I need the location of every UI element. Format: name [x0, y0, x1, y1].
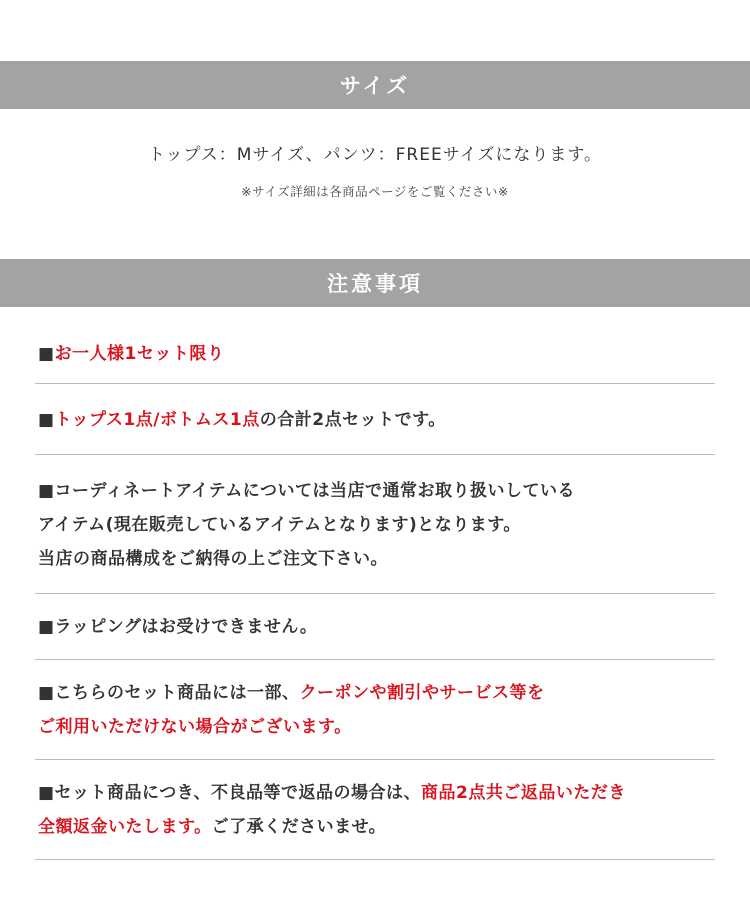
size-main-text: トップス：Mサイズ、パンツ：FREEサイズになります。: [148, 145, 602, 165]
note-text-red: クーポンや割引やサービス等を: [299, 683, 545, 703]
note-line: [38, 776, 715, 810]
note-text: 当店の商品構成をご納得の上ご注文下さい。: [38, 549, 388, 569]
note-line: [38, 676, 715, 710]
note-line: [38, 810, 715, 844]
note-text-red: 全額返金いたします。: [38, 817, 212, 837]
note-text-red: トップス1点/ボトムス1点: [54, 410, 260, 430]
note-text-red: お一人様1セット限り: [54, 344, 225, 364]
note-item-4: [35, 594, 715, 660]
note-text: ■: [38, 344, 55, 364]
note-text: ■こちらのセット商品には一部、: [38, 683, 300, 703]
size-section-title: サイズ: [339, 74, 411, 98]
note-text: ■ラッピングはお受けできません。: [38, 617, 318, 637]
note-line: [38, 337, 715, 371]
note-item-1: [35, 310, 715, 384]
note-text: ■セット商品につき、不良品等で返品の場合は、: [38, 783, 422, 803]
note-line: [38, 542, 715, 576]
note-text: ご了承くださいませ。: [211, 817, 387, 837]
note-text: ■: [38, 410, 55, 430]
size-section-header: [0, 61, 750, 109]
note-line: [38, 474, 715, 508]
note-item-5: [35, 660, 715, 760]
notes-section-title: 注意事項: [327, 272, 423, 296]
note-text-red: ご利用いただけない場合がございます。: [38, 717, 352, 737]
note-item-2: [35, 384, 715, 455]
size-note-text: ※サイズ詳細は各商品ページをご覧ください※: [241, 184, 509, 199]
note-line: [38, 610, 715, 644]
note-item-3: [35, 455, 715, 594]
note-line: [38, 508, 715, 542]
notes-section-header: [0, 259, 750, 307]
notes-list: [35, 310, 715, 860]
note-text-red: 商品2点共ご返品いただき: [421, 783, 626, 803]
note-line: [38, 403, 715, 437]
note-text: アイテム(現在販売しているアイテムとなります)となります。: [38, 515, 521, 535]
note-line: [38, 710, 715, 744]
note-item-6: [35, 760, 715, 860]
note-text: ■コーディネートアイテムについては当店で通常お取り扱いしている: [38, 481, 575, 501]
note-text: の合計2点セットです。: [259, 410, 446, 430]
